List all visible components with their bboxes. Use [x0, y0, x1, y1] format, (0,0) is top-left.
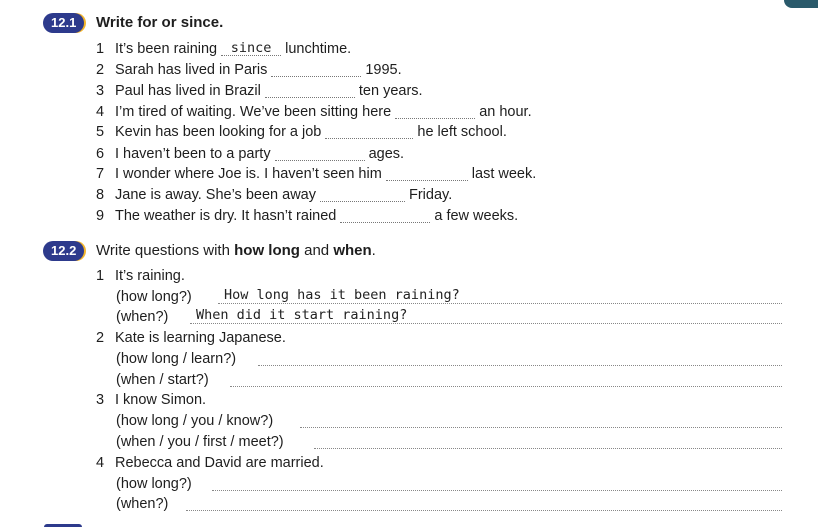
answer-line[interactable] [314, 434, 782, 449]
question-prompt [116, 307, 168, 327]
item-text-after: last week. [471, 166, 537, 182]
exercise-item-statement [96, 453, 324, 473]
item-number: 1 [96, 41, 105, 57]
exercise-item [96, 81, 423, 101]
title-text: Write for or since. [96, 14, 224, 31]
exercise-item [96, 39, 351, 59]
prompt-text: (how long / you / know?) [116, 413, 274, 429]
exercise-item-statement [96, 328, 286, 348]
exercise-title-12-1 [96, 13, 223, 33]
item-number: 6 [96, 146, 105, 162]
question-prompt [116, 411, 273, 431]
item-text-after: 1995. [365, 62, 402, 78]
prompt-text: (when?) [116, 496, 169, 512]
item-text-before: I haven’t been to a party [115, 146, 271, 162]
item-number: 2 [96, 330, 105, 346]
prompt-text: (when / start?) [116, 372, 209, 388]
prompt-text: (when?) [116, 309, 169, 325]
item-text-before: Sarah has lived in Paris [115, 62, 268, 78]
item-number: 8 [96, 187, 105, 203]
exercise-item [96, 102, 532, 122]
statement-text: Rebecca and David are married. [115, 455, 324, 471]
answer-blank[interactable] [275, 147, 365, 161]
item-number: 3 [96, 83, 105, 99]
item-text-after: he left school. [417, 124, 507, 140]
answer-blank[interactable] [340, 209, 430, 223]
answer-blank[interactable] [325, 125, 413, 139]
item-number: 3 [96, 392, 105, 408]
statement-text: It’s raining. [115, 268, 185, 284]
answer-line[interactable] [300, 413, 782, 428]
item-text-after: an hour. [479, 104, 532, 120]
title-text: Write questions with [96, 242, 235, 259]
exercise-title-12-2 [96, 241, 376, 261]
prompt-text: (how long?) [116, 476, 192, 492]
item-number: 5 [96, 124, 105, 140]
item-text-after: Friday. [408, 187, 453, 203]
item-text-before: Kevin has been looking for a job [115, 124, 322, 140]
item-text-after: ages. [368, 146, 405, 162]
answer-blank[interactable] [386, 167, 468, 181]
item-number: 4 [96, 104, 105, 120]
statement-text: Kate is learning Japanese. [115, 330, 286, 346]
handwritten-answer: since [230, 40, 272, 56]
page-corner-tab [784, 0, 818, 8]
question-prompt [116, 349, 236, 369]
item-number: 4 [96, 455, 105, 471]
prompt-text: (how long?) [116, 289, 192, 305]
item-text-before: I’m tired of waiting. We’ve been sitting here [115, 104, 392, 120]
title-keyword-how-long: how long [234, 242, 300, 259]
item-text-before: Jane is away. She’s been away [115, 187, 316, 203]
exercise-badge-12-1: 12.1 [43, 13, 84, 33]
exercise-badge-12-2: 12.2 [43, 241, 84, 261]
item-number: 7 [96, 166, 105, 182]
prompt-text: (how long / learn?) [116, 351, 237, 367]
answer-line[interactable] [190, 309, 782, 324]
answer-blank[interactable] [395, 105, 475, 119]
exercise-item [96, 185, 452, 205]
title-text: and [299, 242, 334, 259]
item-text-before: Paul has lived in Brazil [115, 83, 261, 99]
answer-line[interactable] [186, 496, 782, 511]
question-prompt [116, 474, 192, 494]
item-number: 1 [96, 268, 105, 284]
item-text-before: I wonder where Joe is. I haven’t seen him [115, 166, 382, 182]
exercise-item-statement [96, 390, 206, 410]
handwritten-answer: When did it start raining? [196, 307, 408, 323]
item-number: 2 [96, 62, 105, 78]
exercise-item [96, 60, 402, 80]
answer-line[interactable] [212, 476, 782, 491]
answer-line[interactable] [218, 289, 782, 304]
exercise-item [96, 122, 507, 142]
exercise-item [96, 164, 536, 184]
question-prompt [116, 494, 168, 514]
question-prompt [116, 370, 209, 390]
answer-blank[interactable] [265, 84, 355, 98]
item-text-before: It’s been raining [115, 41, 218, 57]
exercise-item [96, 144, 404, 164]
exercise-item [96, 206, 518, 226]
statement-text: I know Simon. [115, 392, 207, 408]
prompt-text: (when / you / first / meet?) [116, 434, 284, 450]
answer-blank[interactable] [271, 63, 361, 77]
item-text-after: a few weeks. [434, 208, 519, 224]
answer-blank[interactable] [320, 188, 405, 202]
handwritten-answer: How long has it been raining? [224, 287, 460, 303]
question-prompt [116, 432, 284, 452]
item-text-after: ten years. [358, 83, 423, 99]
answer-line[interactable] [230, 372, 782, 387]
title-text: . [371, 242, 376, 259]
title-keyword-when: when [333, 242, 372, 259]
item-number: 9 [96, 208, 105, 224]
question-prompt [116, 287, 192, 307]
item-text-after: lunchtime. [285, 41, 352, 57]
exercise-item-statement [96, 266, 185, 286]
answer-line[interactable] [258, 351, 782, 366]
answer-blank[interactable] [221, 42, 281, 56]
item-text-before: The weather is dry. It hasn’t rained [115, 208, 337, 224]
